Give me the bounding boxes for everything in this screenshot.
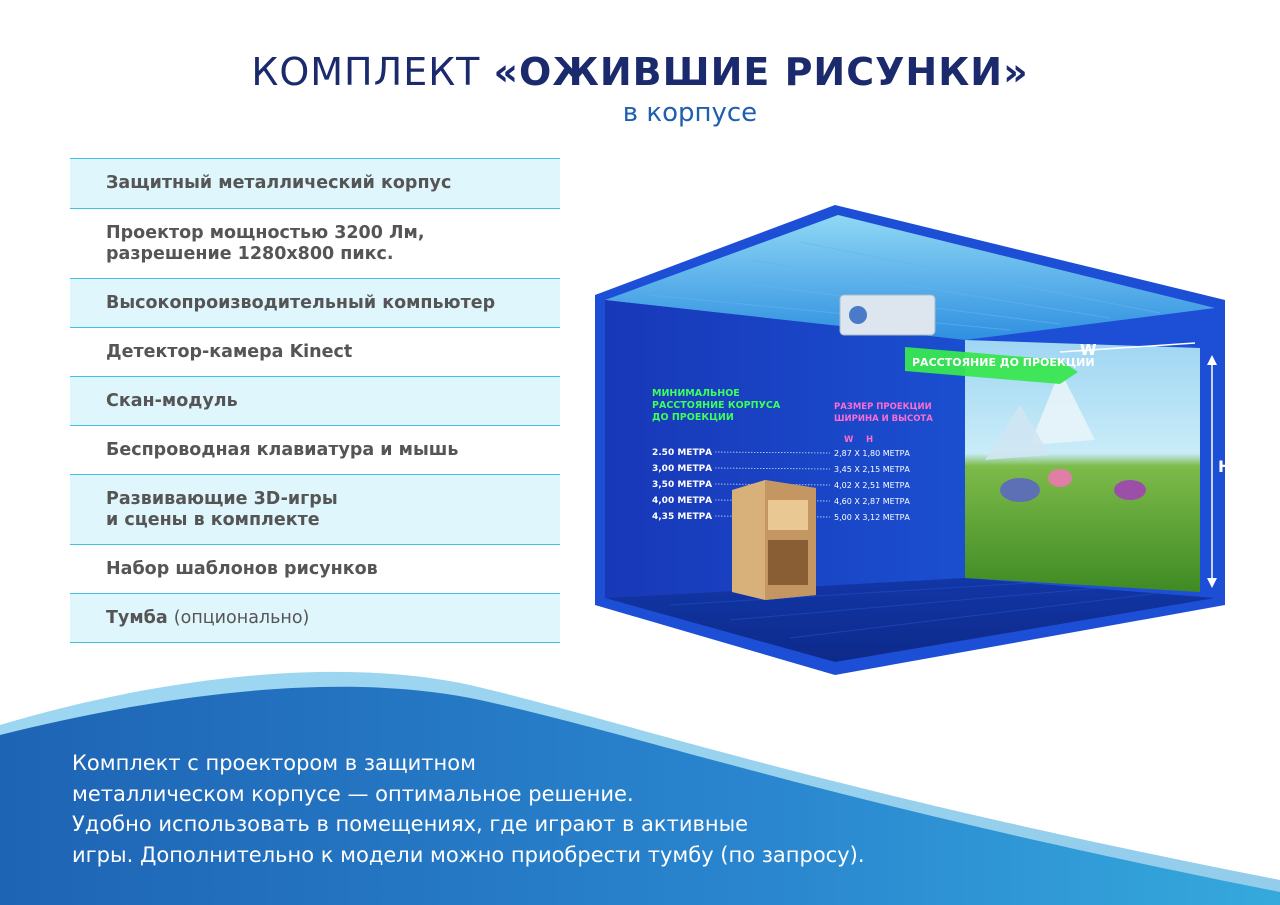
description-text xyxy=(72,748,972,870)
size-value: 4,60 X 2,87 МЕТРА xyxy=(834,497,910,506)
size-value: 4,02 X 2,51 МЕТРА xyxy=(834,481,910,490)
size-value: 5,00 X 3,12 МЕТРА xyxy=(834,513,910,522)
title-main: «ОЖИВШИЕ РИСУНКИ» xyxy=(493,50,1029,94)
page-subtitle: в корпусе xyxy=(622,98,758,128)
feature-note: (опционально) xyxy=(173,607,310,628)
description-line: Удобно использовать в помещениях, где играют в активные xyxy=(72,812,749,836)
feature-text-line: Развивающие 3D-игры xyxy=(106,488,338,509)
feature-item xyxy=(70,545,560,594)
cabinet-stand xyxy=(732,480,816,600)
table-heading-right: ШИРИНА И ВЫСОТА xyxy=(834,414,933,424)
table-col-h: H xyxy=(866,435,874,445)
table-heading-left: РАССТОЯНИЕ КОРПУСА xyxy=(652,400,781,411)
feature-text: Тумба xyxy=(106,607,168,628)
feature-text-line: и сцены в комплекте xyxy=(106,509,320,530)
distance-value: 3,00 МЕТРА xyxy=(652,464,713,474)
distance-arrow-label: РАССТОЯНИЕ ДО ПРОЕКЦИИ xyxy=(912,356,1095,369)
size-value: 3,45 X 2,15 МЕТРА xyxy=(834,465,910,474)
table-heading-right: РАЗМЕР ПРОЕКЦИИ xyxy=(834,402,932,412)
feature-item xyxy=(70,594,560,643)
feature-list xyxy=(70,158,560,643)
size-value: 2,87 X 1,80 МЕТРА xyxy=(834,449,910,458)
feature-item xyxy=(70,279,560,328)
feature-text: Беспроводная клавиатура и мышь xyxy=(106,439,459,460)
feature-text: Высокопроизводительный компьютер xyxy=(106,292,496,313)
table-heading-left: ДО ПРОЕКЦИИ xyxy=(652,412,734,423)
feature-item xyxy=(70,377,560,426)
feature-item xyxy=(70,426,560,475)
dinosaur-figure xyxy=(1000,478,1040,502)
feature-text-line: Проектор мощностью 3200 Лм, xyxy=(106,222,425,243)
description-line: Комплект с проектором в защитном xyxy=(72,751,476,775)
width-label: W xyxy=(1080,341,1097,359)
table-col-w: W xyxy=(844,435,854,445)
feature-item xyxy=(70,159,560,209)
room-illustration xyxy=(590,200,1250,680)
page-title xyxy=(0,50,1280,94)
distance-value: 3,50 МЕТРА xyxy=(652,480,713,490)
feature-text: Защитный металлический корпус xyxy=(106,173,452,193)
dinosaur-figure xyxy=(1048,469,1072,487)
distance-value: 4,00 МЕТРА xyxy=(652,496,713,506)
distance-value: 2.50 МЕТРА xyxy=(652,448,713,458)
table-heading-left: МИНИМАЛЬНОЕ xyxy=(652,388,740,399)
feature-text: Детектор-камера Kinect xyxy=(106,341,353,362)
description-line: металлическом корпусе — оптимальное решение. xyxy=(72,781,634,806)
feature-text: Набор шаблонов рисунков xyxy=(106,558,378,579)
feature-item xyxy=(70,328,560,377)
dinosaur-figure xyxy=(1114,480,1146,500)
feature-item xyxy=(70,475,560,545)
title-prefix: КОМПЛЕКТ xyxy=(251,50,481,94)
feature-text: Скан-модуль xyxy=(106,390,238,411)
distance-value: 4,35 МЕТРА xyxy=(652,512,713,522)
feature-text-line: разрешение 1280x800 пикс. xyxy=(106,243,394,264)
height-label: H xyxy=(1218,457,1232,476)
description-line: игры. Дополнительно к модели можно приобрести тумбу (по запросу). xyxy=(72,842,865,867)
projector-lens xyxy=(849,306,867,324)
feature-item xyxy=(70,209,560,279)
